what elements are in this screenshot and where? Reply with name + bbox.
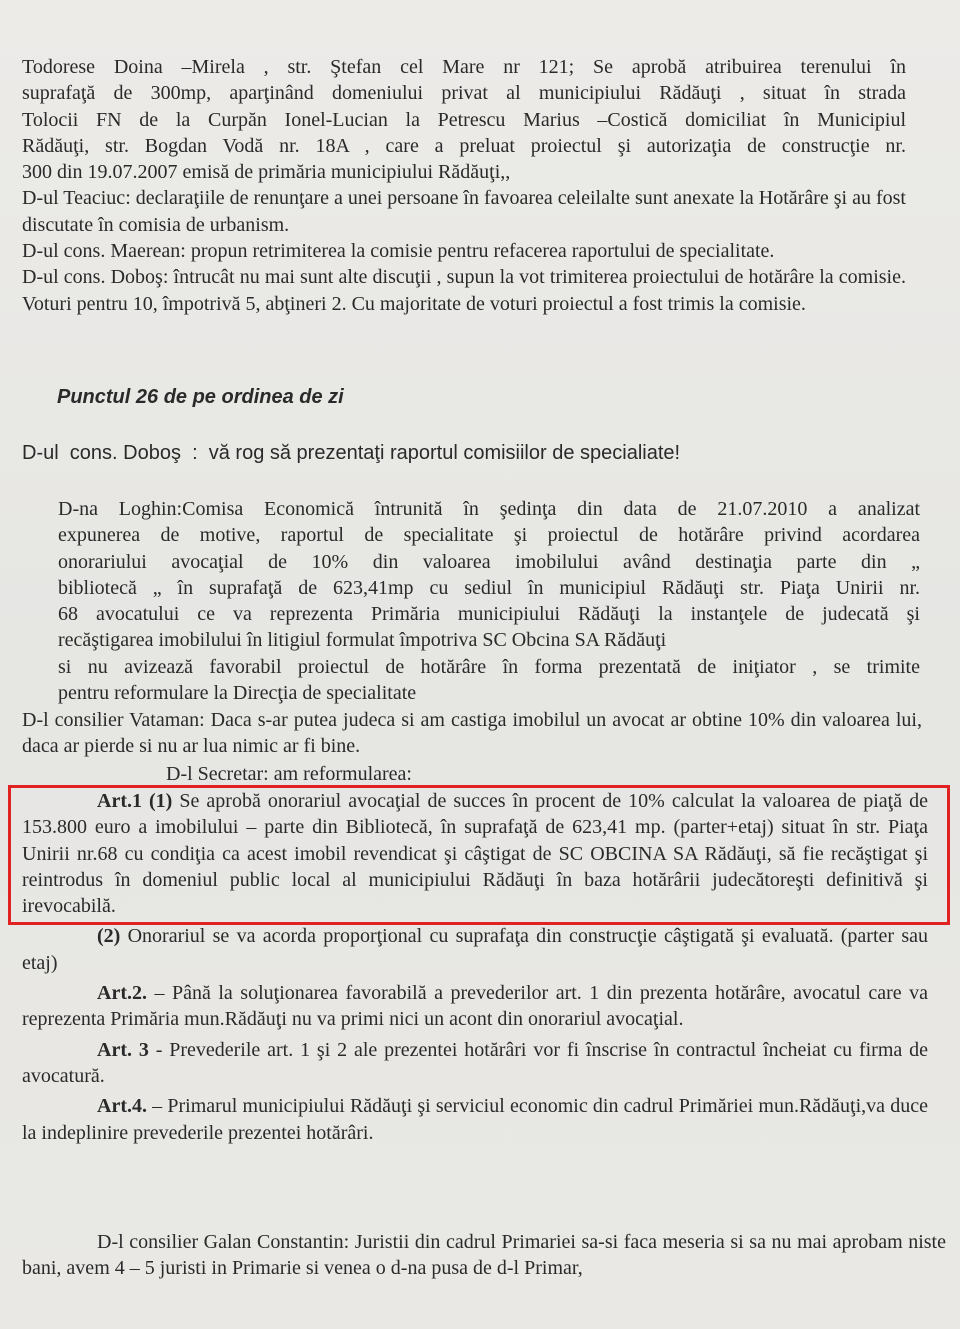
intro-line: suprafaţă de 300mp, aparţinând domeniului privat al municipiului Rădăuţi , situat în strada xyxy=(22,82,906,105)
loghin-line: 68 avocatului ce va reprezenta Primăria municipiului Rădăuţi la instanţele de judecată şi xyxy=(58,603,920,626)
intro-line: Todorese Doina –Mirela , str. Ştefan cel Mare nr 121; Se aprobă atribuirea terenului în xyxy=(22,56,906,78)
article-1-2-text: Onorariul se va acorda proporţional cu suprafaţa din construcţie câştigată şi evaluată. (parter sau etaj) xyxy=(22,925,928,974)
intro-block xyxy=(22,54,906,317)
teaciuc-paragraph: D-ul Teaciuc: declaraţiile de renunţare a unei persoane în favoarea celeilalte sunt anexate la Hotărâre şi au fost discutate în comisia de urbanism. xyxy=(22,187,906,236)
article-1-text: Se aprobă onorariul avocaţial de succes în procent de 10% calculat la valoarea de piaţă de 153.800 euro a imobilului – parte din Bibliotecă, în suprafaţă de 623,41 mp. (parter+etaj) situat în str. Piaţa Unirii nr.68 cu condiţia ca acest imobil revendicat şi câştigat de SC OBCINA SA Rădăuţi, să fie recăştigat şi reintrodus în domeniul public local al municipiului Rădăuţi în baza hotărârii judecătoreşti definitivă şi irevocabilă. xyxy=(22,790,928,918)
loghin-line: bibliotecă „ în suprafaţă de 623,41mp cu sediul în municipiul Rădăuţi str. Piaţa Unirii nr. xyxy=(58,576,920,599)
loghin-line: pentru reformulare la Direcţia de specialitate xyxy=(58,682,417,705)
article-1-2-label: (2) xyxy=(97,925,121,948)
articles-block xyxy=(22,788,928,1146)
article-2 xyxy=(22,980,928,1033)
loghin-line: recăştigarea imobilului în litigiul formulat împotriva SC Obcina SA Rădăuţi xyxy=(58,629,667,652)
article-4-text: – Primarul municipiului Rădăuţi şi serviciul economic din cadrul Primăriei mun.Rădăuţi,va duce la indeplinire prevederile prezentei hotărâri. xyxy=(22,1095,928,1144)
article-3-label: Art. 3 xyxy=(97,1038,149,1061)
intro-line: Rădăuţi, str. Bogdan Vodă nr. 18A , care a preluat proiectul şi autorizaţia de construcţie nr. xyxy=(22,134,906,157)
section-heading: Punctul 26 de pe ordinea de zi xyxy=(57,386,344,408)
article-2-text: – Până la soluţionarea favorabilă a prevederilor art. 1 din prezenta hotărâre, avocatul care va reprezenta Primăria mun.Rădăuţi nu va primi nici un acont din onorariul avocaţial. xyxy=(22,982,928,1031)
intro-line: Tolocii FN de la Curpăn Ionel-Lucian la Petrescu Marius –Costică domiciliat în Municipiul xyxy=(22,108,906,131)
loghin-line: D-na Loghin:Comisa Economică întrunită în şedinţa din data de 21.07.2010 a analizat xyxy=(58,498,920,520)
article-3-text: - Prevederile art. 1 şi 2 ale prezentei hotărâri vor fi înscrise în contractul încheiat cu firma de avocatură. xyxy=(22,1038,928,1087)
loghin-line: expunerea de motive, raportul de specialitate şi proiectul de hotărâre privind acordarea xyxy=(58,524,920,547)
vataman-paragraph: D-l consilier Vataman: Daca s-ar putea judeca si am castiga imobilul un avocat ar obtine 10% din valoarea lui, daca ar pierde si nu ar lua nimic ar fi bine. xyxy=(22,709,922,758)
article-1 xyxy=(22,788,928,919)
loghin-line: si nu avizează favorabil proiectul de hotărâre în forma prezentată de iniţiator , se trimite xyxy=(58,655,920,678)
article-1-2 xyxy=(22,923,928,976)
maerean-paragraph: D-ul cons. Maerean: propun retrimiterea la comisie pentru refacerea raportului de specialitate. xyxy=(22,240,775,263)
dobos-vote-paragraph: D-ul cons. Doboş: întrucât nu mai sunt alte discuţii , supun la vot trimiterea proiectului de hotărâre la comisie. Voturi pentru 10, împotrivă 5, abţineri 2. Cu majoritate de voturi proiectul a fost trimis la comisie. xyxy=(22,266,906,315)
article-2-label: Art.2. xyxy=(97,982,147,1005)
article-3 xyxy=(22,1037,928,1090)
intro-line: 300 din 19.07.2007 emisă de primăria municipiului Rădăuţi,, xyxy=(22,161,511,184)
galan-paragraph: D-l consilier Galan Constantin: Juristii din cadrul Primariei sa-si faca meseria si sa nu mai aprobam niste bani, avem 4 – 5 juristi in Primarie si venea o d-na pusa de d-l Primar, xyxy=(22,1231,946,1280)
loghin-line: onorariului avocaţial de 10% din valoarea imobilului având destinaţia parte din „ xyxy=(58,550,920,573)
dobos-request: D-ul cons. Doboş : vă rog să prezentaţi raportul comisiilor de specialiate! xyxy=(22,442,681,464)
article-1-label: Art.1 (1) xyxy=(97,790,173,812)
loghin-block xyxy=(58,496,920,706)
secretar-line: D-l Secretar: am reformularea: xyxy=(166,763,412,785)
article-4-label: Art.4. xyxy=(97,1095,147,1118)
article-4 xyxy=(22,1093,928,1146)
